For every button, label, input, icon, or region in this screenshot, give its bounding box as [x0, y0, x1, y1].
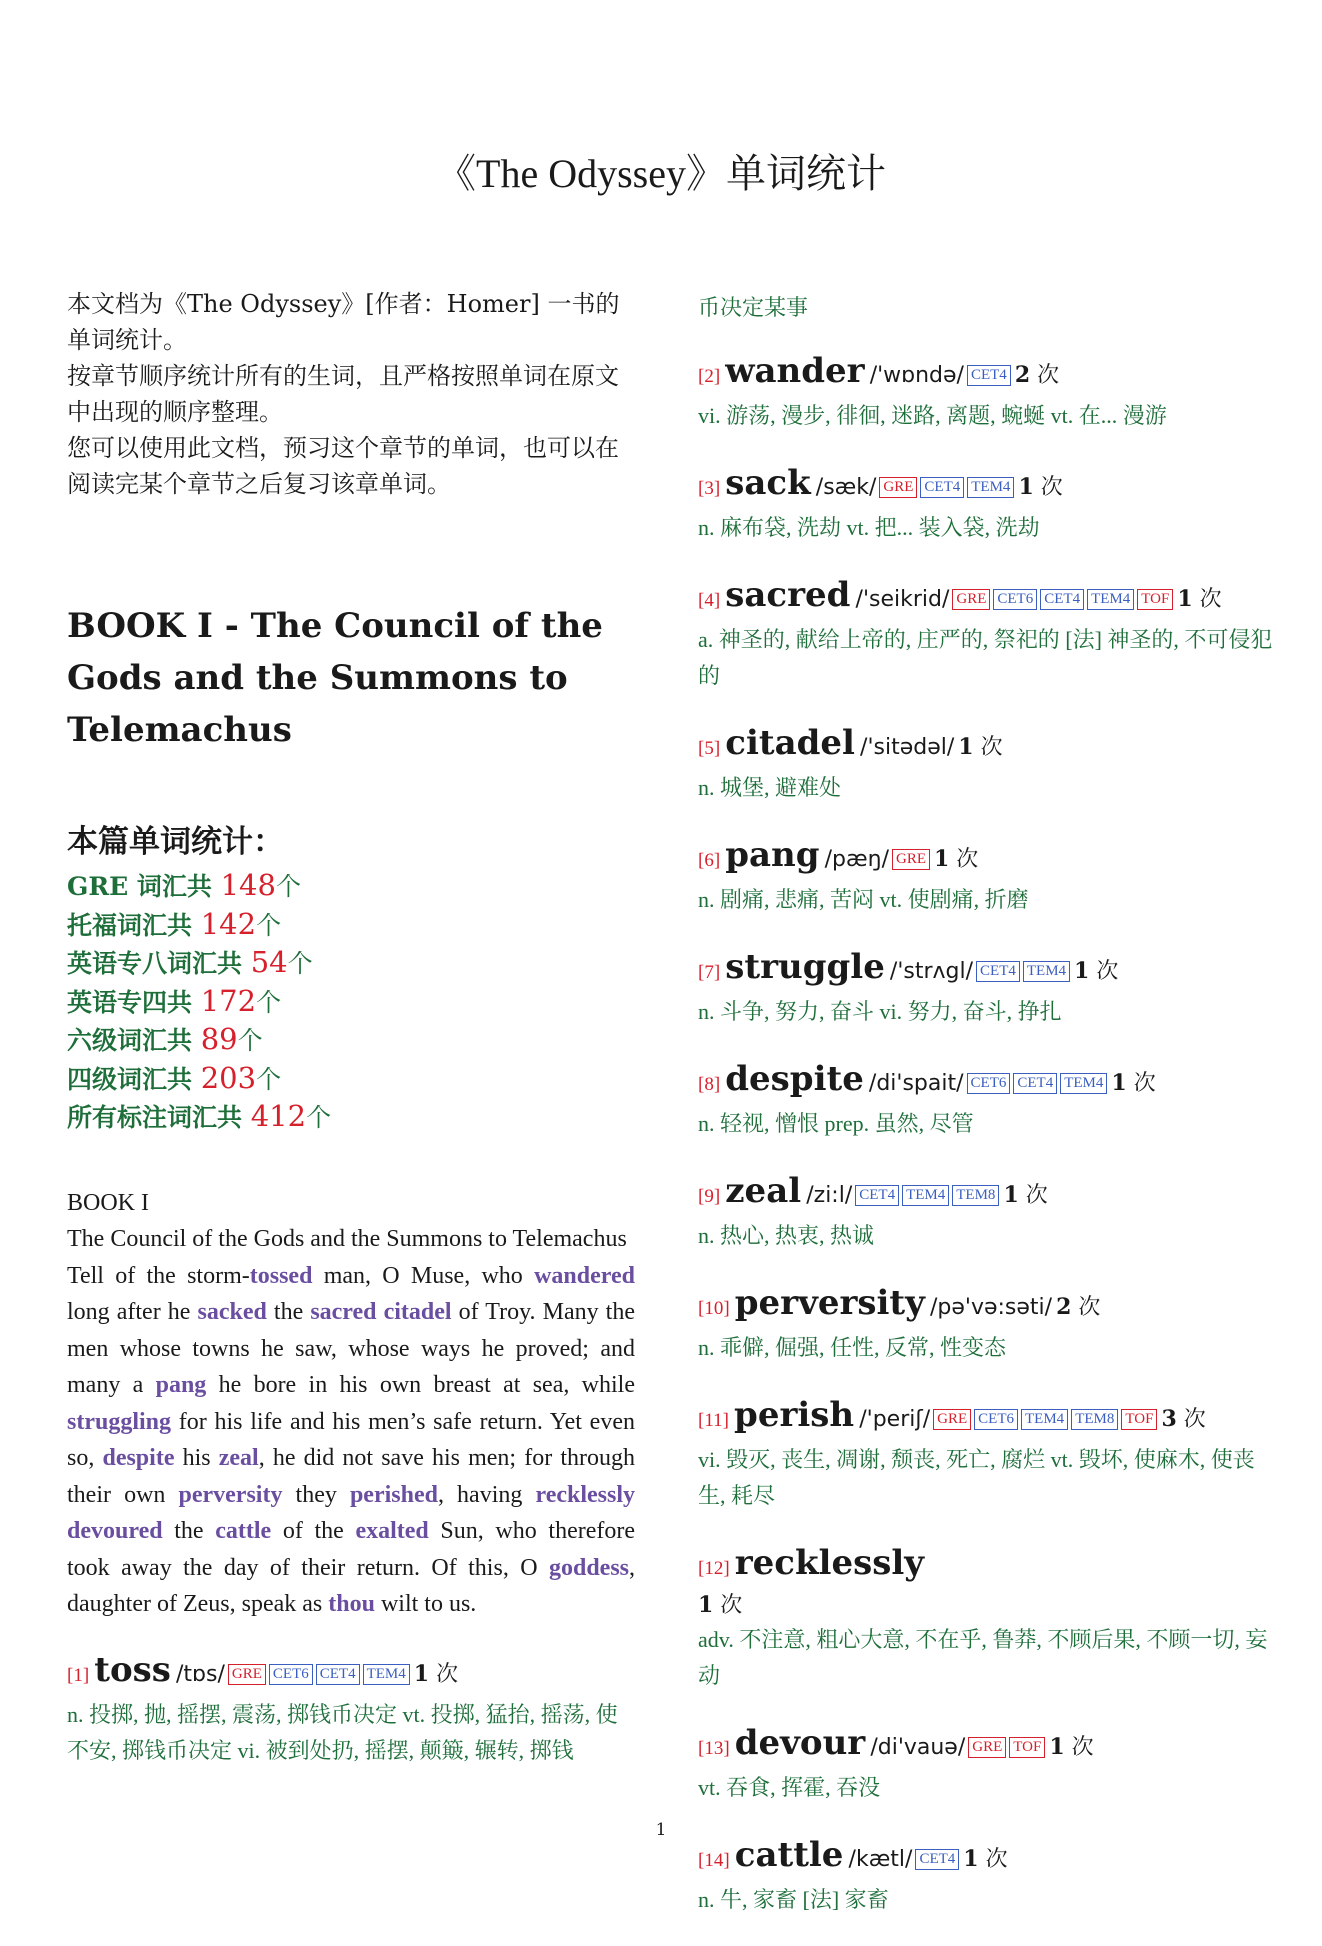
passage-text: Sun, who therefore took away the day of their return. Of this, O: [67, 1518, 636, 1581]
level-tag: CET6: [993, 589, 1037, 610]
entry-phonetic: /pæŋ/: [824, 847, 889, 872]
count-unit: 次: [429, 1661, 459, 1687]
level-tag: CET6: [269, 1664, 313, 1685]
count-unit: 次: [978, 1847, 1008, 1872]
entry-head: [67, 1649, 635, 1697]
entry-index: [5]: [698, 738, 721, 759]
entry-word: perish: [734, 1395, 855, 1435]
word-entry: [698, 1834, 1273, 1918]
passage-body: [67, 1263, 635, 1618]
word-entry: [698, 462, 1273, 546]
entry-word: recklessly: [734, 1543, 925, 1583]
passage-text: his: [174, 1445, 219, 1471]
count-unit: 次: [973, 735, 1003, 760]
passage-text: long after he: [67, 1299, 198, 1325]
count-unit: 次: [1064, 1735, 1094, 1760]
stat-unit: 个: [256, 987, 282, 1017]
entry-phonetic: /di'vauə/: [870, 1735, 966, 1760]
highlighted-word: goddess: [548, 1554, 629, 1581]
level-tag: TEM4: [1087, 589, 1134, 610]
entry-index: [9]: [698, 1186, 721, 1207]
stat-line: [67, 944, 635, 983]
level-tag: TEM4: [967, 477, 1014, 498]
count-number: 2: [1014, 362, 1031, 388]
entry-phonetic: /kætl/: [848, 1847, 913, 1872]
entry-definition: n. 城堡, 避难处: [698, 775, 842, 800]
count-unit: 次: [949, 847, 979, 872]
level-tag: CET4: [855, 1185, 899, 1206]
stat-line: [67, 1021, 635, 1060]
level-tag: TEM8: [1071, 1409, 1118, 1430]
stat-label: 英语专四共: [67, 987, 201, 1017]
level-tag: CET4: [1013, 1073, 1057, 1094]
passage-text: Tell of the storm-: [67, 1262, 250, 1289]
highlighted-word: sacked: [197, 1299, 267, 1325]
entry-definition: adv. 不注意, 粗心大意, 不在乎, 鲁莽, 不顾后果, 不顾一切, 妄动: [698, 1627, 1268, 1688]
right-column: [698, 290, 1273, 1946]
stat-label: 托福词汇共: [67, 910, 201, 940]
entry-word: wander: [725, 351, 865, 391]
passage-text: [377, 1299, 384, 1325]
entry-head: [698, 722, 1273, 770]
word-entry: [698, 722, 1273, 806]
entry-head: [698, 1834, 1273, 1882]
entry-head: [698, 350, 1273, 398]
entry-word: struggle: [725, 947, 885, 987]
page-number: 1: [655, 1820, 667, 1840]
entry-phonetic: /tɒs/: [176, 1661, 225, 1687]
highlighted-word: cattle: [215, 1518, 272, 1544]
word-entry: [698, 1282, 1273, 1366]
count-unit: 次: [713, 1593, 743, 1618]
entry-definition: n. 热心, 热衷, 热诚: [698, 1223, 875, 1248]
entry-count: [958, 735, 1002, 760]
entry-phonetic: /'strʌgl/: [889, 959, 974, 984]
level-tag: GRE: [968, 1737, 1006, 1758]
count-number: 1: [413, 1660, 430, 1687]
entry-count: [414, 1662, 458, 1687]
entry-index: [10]: [698, 1298, 730, 1319]
stats-list: [67, 867, 635, 1137]
count-number: 1: [1049, 1734, 1065, 1760]
stat-label: 六级词汇共: [67, 1026, 201, 1055]
entry-index: [4]: [698, 590, 721, 611]
entry-definition: n. 麻布袋, 洗劫 vt. 把... 装入袋, 洗劫: [698, 515, 1040, 540]
entry-count: [1049, 1735, 1093, 1760]
passage-text: the: [162, 1518, 216, 1544]
word-entry: [698, 1722, 1273, 1806]
entry-phonetic: /zi:l/: [806, 1183, 853, 1208]
level-tag: CET4: [316, 1664, 360, 1685]
entry-phonetic: /'seikrid/: [855, 587, 950, 612]
entry-definition: n. 乖僻, 倔强, 任性, 反常, 性变态: [698, 1335, 1007, 1360]
count-number: 1: [698, 1592, 714, 1618]
count-unit: 次: [1089, 959, 1119, 984]
level-tag: TEM4: [1060, 1073, 1107, 1094]
level-tag: TEM8: [952, 1185, 999, 1206]
passage-book: BOOK I: [67, 1189, 149, 1216]
passage-text: wilt to us.: [374, 1591, 477, 1617]
entry-index: [13]: [698, 1738, 730, 1759]
word-entry: [698, 350, 1273, 434]
count-unit: 次: [1033, 475, 1063, 500]
level-tag: TOF: [1137, 589, 1173, 610]
passage-text: for his life and his men’s safe return. Yet even so,: [67, 1408, 635, 1471]
level-tag: GRE: [892, 849, 930, 870]
level-tag: TEM4: [1021, 1409, 1068, 1430]
entry-word: citadel: [725, 723, 855, 763]
count-number: 3: [1161, 1406, 1177, 1432]
entry-index: [3]: [698, 478, 721, 499]
level-tag: TEM4: [1023, 961, 1070, 982]
entry-definition: vi. 游荡, 漫步, 徘徊, 迷路, 离题, 蜿蜒 vt. 在... 漫游: [698, 403, 1167, 428]
entry-phonetic: /sæk/: [815, 475, 877, 500]
level-tag: CET6: [967, 1073, 1011, 1094]
entry-index: [12]: [698, 1558, 730, 1579]
entry-word: zeal: [725, 1171, 802, 1211]
entry-count: [934, 847, 978, 872]
entry-phonetic: /'periʃ/: [859, 1407, 931, 1432]
intro: [67, 286, 635, 502]
stat-count: 172: [200, 983, 257, 1018]
entry-definition: n. 牛, 家畜 [法] 家畜: [698, 1887, 889, 1912]
entry-count: [1003, 1183, 1047, 1208]
highlighted-word: recklessly: [535, 1481, 636, 1508]
entry-index: [14]: [698, 1850, 730, 1871]
entry-word: devour: [734, 1723, 866, 1763]
stat-count: 203: [200, 1060, 257, 1095]
count-number: 2: [1056, 1294, 1072, 1320]
intro-paragraph: 按章节顺序统计所有的生词，且严格按照单词在原文中出现的顺序整理。: [67, 362, 619, 426]
stat-unit: 个: [256, 910, 282, 940]
passage-subtitle: The Council of the Gods and the Summons to Telemachus: [67, 1226, 627, 1252]
entry-index: [1]: [67, 1664, 90, 1686]
word-entry: [698, 1394, 1273, 1514]
entry-word: despite: [725, 1059, 864, 1099]
entry-definition: vt. 吞食, 挥霍, 吞没: [698, 1775, 881, 1800]
left-column: [67, 286, 635, 1797]
count-unit: 次: [1030, 363, 1060, 388]
count-number: 1: [958, 734, 974, 760]
level-tag: TEM4: [902, 1185, 949, 1206]
stat-label: GRE 词汇共: [67, 872, 221, 901]
count-number: 1: [1177, 586, 1193, 612]
stat-line: [67, 983, 635, 1022]
stat-unit: 个: [287, 949, 313, 978]
entry-head: [698, 1058, 1273, 1106]
stat-count: 412: [250, 1099, 307, 1133]
definition-continuation: 币决定某事: [698, 295, 809, 320]
entry-count-line: [698, 1590, 1273, 1622]
entry-word: sacred: [725, 575, 851, 615]
entry-definition: n. 剧痛, 悲痛, 苦闷 vt. 使剧痛, 折磨: [698, 887, 1029, 912]
highlighted-word: sacred: [310, 1299, 377, 1325]
level-tag: GRE: [879, 477, 917, 498]
count-unit: 次: [1192, 587, 1222, 612]
entry-count: [1161, 1407, 1205, 1432]
entry-head: [698, 1722, 1273, 1770]
highlighted-word: pang: [155, 1372, 207, 1398]
word-entry: [698, 1170, 1273, 1254]
entry-index: [7]: [698, 962, 721, 983]
passage-text: of Troy. Many the men whose towns he saw, whose ways he proved; and many a: [67, 1299, 636, 1398]
entry-index: [6]: [698, 850, 721, 871]
stat-label: 英语专八词汇共: [67, 949, 251, 978]
entry-count: [698, 1593, 742, 1618]
highlighted-word: tossed: [249, 1262, 313, 1289]
count-unit: 次: [1071, 1295, 1101, 1320]
stat-count: 148: [220, 868, 276, 902]
highlighted-word: exalted: [355, 1518, 429, 1544]
passage-text: man, O Muse, who: [312, 1262, 535, 1289]
count-number: 1: [1018, 474, 1034, 500]
passage-text: they: [282, 1481, 350, 1508]
count-unit: 次: [1018, 1183, 1048, 1208]
level-tag: TOF: [1121, 1409, 1157, 1430]
level-tag: GRE: [933, 1409, 971, 1430]
passage-text: , having: [437, 1481, 536, 1508]
entries-right: [698, 350, 1273, 1918]
word-entry: [698, 834, 1273, 918]
count-number: 1: [1074, 958, 1090, 984]
entry-definition: a. 神圣的, 献给上帝的, 庄严的, 祭祀的 [法] 神圣的, 不可侵犯的: [698, 627, 1273, 688]
intro-paragraph: 本文档为《The Odyssey》[作者：Homer] 一书的单词统计。: [67, 290, 620, 354]
entry-head: [698, 1170, 1273, 1218]
level-tag: TEM4: [363, 1664, 410, 1685]
stat-label: 所有标注词汇共: [67, 1103, 251, 1132]
level-tag: CET4: [915, 1849, 959, 1870]
document-title: 《The Odyssey》单词统计: [436, 151, 886, 196]
highlighted-word: citadel: [383, 1299, 452, 1325]
entry-head: [698, 834, 1273, 882]
highlighted-word: wandered: [534, 1262, 635, 1289]
count-number: 1: [1111, 1070, 1127, 1096]
entry-head: [698, 574, 1273, 622]
word-entry: [698, 946, 1273, 1030]
highlighted-word: perversity: [178, 1481, 283, 1508]
stat-unit: 个: [306, 1103, 332, 1132]
stat-line: [67, 1060, 635, 1099]
entry-head: [698, 1542, 1273, 1590]
highlighted-word: devoured: [67, 1518, 163, 1544]
entry-index: [8]: [698, 1074, 721, 1095]
entry-word: toss: [94, 1649, 171, 1690]
level-tag: CET4: [967, 365, 1011, 386]
entry-word: sack: [725, 463, 811, 503]
stat-line: [67, 906, 635, 945]
entry-head: [698, 1282, 1273, 1330]
highlighted-word: zeal: [218, 1445, 259, 1471]
entry-phonetic: /pə'və:səti/: [929, 1295, 1053, 1320]
entry-count: [1111, 1071, 1155, 1096]
highlighted-word: perished: [349, 1481, 438, 1508]
passage-text: , daughter of Zeus, speak as: [67, 1554, 635, 1617]
entry-head: [698, 946, 1273, 994]
count-number: 1: [963, 1846, 979, 1872]
entry-definition: vi. 毁灭, 丧生, 凋谢, 颓丧, 死亡, 腐烂 vt. 毁坏, 使麻木, 使丧生, 耗尽: [698, 1447, 1255, 1508]
entry-count: [1018, 475, 1062, 500]
entry-phonetic: /di'spait/: [868, 1071, 964, 1096]
level-tag: CET4: [1040, 589, 1084, 610]
stat-line: [67, 1098, 635, 1137]
intro-paragraph: 您可以使用此文档，预习这个章节的单词，也可以在阅读完某个章节之后复习该章单词。: [67, 434, 619, 498]
entry-word: cattle: [734, 1835, 844, 1875]
entry-count: [1015, 363, 1059, 388]
entry-head: [698, 1394, 1273, 1442]
stat-count: 54: [250, 945, 288, 979]
passage-text: the: [266, 1299, 311, 1325]
entry-definition: n. 轻视, 憎恨 prep. 虽然, 尽管: [698, 1111, 974, 1136]
level-tag: CET4: [920, 477, 964, 498]
word-entry: [698, 574, 1273, 694]
stat-label: 四级词汇共: [67, 1064, 201, 1094]
passage: [67, 1185, 635, 1623]
level-tag: TOF: [1009, 1737, 1045, 1758]
entry-phonetic: /'wɒndə/: [869, 363, 964, 388]
stat-unit: 个: [256, 1064, 282, 1094]
word-entry: [67, 1649, 635, 1769]
stats-heading: 本篇单词统计：: [67, 824, 284, 860]
entry-head: [698, 462, 1273, 510]
stat-line: [67, 867, 635, 906]
entry-phonetic: /'sitədəl/: [860, 735, 955, 760]
count-number: 1: [933, 846, 950, 872]
passage-text: of the: [271, 1518, 356, 1544]
entry-index: [2]: [698, 366, 721, 387]
count-number: 1: [1003, 1182, 1019, 1208]
word-entry: [698, 1058, 1273, 1142]
count-unit: 次: [1176, 1407, 1206, 1432]
highlighted-word: struggling: [67, 1408, 172, 1435]
stat-count: 142: [200, 906, 257, 941]
stat-unit: 个: [275, 872, 301, 901]
entry-count: [963, 1847, 1007, 1872]
level-tag: GRE: [228, 1664, 266, 1685]
entry-count: [1177, 587, 1221, 612]
entry-count: [1056, 1295, 1100, 1320]
entry-definition: n. 斗争, 努力, 奋斗 vi. 努力, 奋斗, 挣扎: [698, 999, 1062, 1024]
word-entry: [698, 1542, 1273, 1694]
count-unit: 次: [1126, 1071, 1156, 1096]
level-tag: CET6: [974, 1409, 1018, 1430]
passage-text: he bore in his own breast at sea, while: [206, 1372, 635, 1398]
book-heading: BOOK I - The Council of the Gods and the Summons to Telemachus: [67, 606, 603, 750]
level-tag: GRE: [952, 589, 990, 610]
entry-index: [11]: [698, 1410, 729, 1431]
stat-unit: 个: [237, 1026, 263, 1055]
entry-definition: n. 投掷, 抛, 摇摆, 震荡, 掷钱币决定 vt. 投掷, 猛抬, 摇荡, 使不安, 掷钱币决定 vi. 被到处扔, 摇摆, 颠簸, 辗转, 掷钱: [67, 1701, 618, 1763]
stat-count: 89: [200, 1022, 238, 1056]
highlighted-word: despite: [102, 1445, 175, 1471]
level-tag: CET4: [976, 961, 1020, 982]
entry-word: perversity: [734, 1283, 925, 1323]
entry-count: [1074, 959, 1118, 984]
entries-left: [67, 1649, 635, 1769]
entry-word: pang: [725, 835, 820, 875]
highlighted-word: thou: [328, 1591, 375, 1617]
passage-text: , he did not save his men; for through their own: [67, 1445, 635, 1508]
